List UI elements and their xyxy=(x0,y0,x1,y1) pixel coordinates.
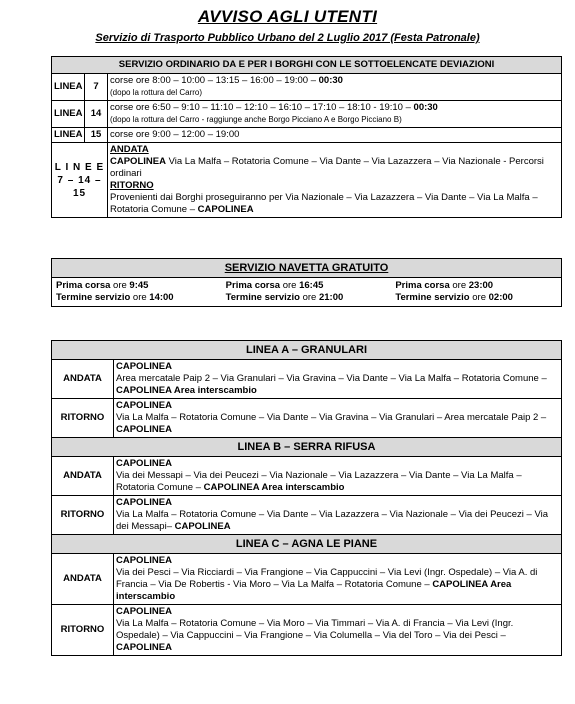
ore-label: ore xyxy=(469,292,489,303)
ore-label: ore xyxy=(280,280,300,291)
corse-note: (dopo la rottura del Carro - raggiunge anche Borgo Picciano A e Borgo Picciano B) xyxy=(110,115,402,124)
route-text: Via dei Messapi – Via dei Peucezi – Via Nazionale – Via Lazazzera – Via Dante – Via La Malfa – Rotatoria Comune – xyxy=(116,470,522,493)
corse-last: 00:30 xyxy=(413,102,438,113)
route-text: Via La Malfa – Rotatoria Comune – Via Dante – Via Gravina – Via Granulari – Area mercatale Paip 2 – xyxy=(116,412,547,423)
ordinario-header: SERVIZIO ORDINARIO DA E PER I BORGHI CON LE SOTTOELENCATE DEVIAZIONI xyxy=(52,57,562,74)
linea-number: 14 xyxy=(85,101,108,128)
andata-label: ANDATA xyxy=(52,360,114,399)
andata-label: ANDATA xyxy=(110,144,149,155)
ritorno-route-text: Provenienti dai Borghi proseguiranno per Via Nazionale – Via Lazazzera – Via Dante – Via La Malfa – Rotatoria Comune – xyxy=(110,192,538,215)
linea-schedule xyxy=(108,128,562,143)
corse-times: corse ore 8:00 – 10:00 – 13:15 – 16:00 – 19:00 – xyxy=(110,75,316,86)
linea-c-header: LINEA C – AGNA LE PIANE xyxy=(52,535,562,554)
capolinea: CAPOLINEA xyxy=(116,458,172,469)
ritorno-label: RITORNO xyxy=(110,180,154,191)
corse-times: corse ore 6:50 – 9:10 – 11:10 – 12:10 – 16:10 – 17:10 – 18:10 - 19:10 – xyxy=(110,102,411,113)
table-row xyxy=(52,554,562,605)
capolinea: CAPOLINEA xyxy=(116,400,172,411)
termine-time: 02:00 xyxy=(488,292,513,303)
andata-capolinea: CAPOLINEA xyxy=(110,156,166,167)
prima-corsa-time: 9:45 xyxy=(129,280,149,291)
termine-label: Termine servizio xyxy=(395,292,470,303)
capolinea-end: CAPOLINEA xyxy=(174,521,231,532)
andata-route-text: Via La Malfa – Rotatoria Comune – Via Dante – Via Lazazzera – Via Nazionale - Percorsi ordinari xyxy=(110,156,544,179)
prima-corsa-label: Prima corsa xyxy=(56,280,111,291)
table-row xyxy=(52,457,562,496)
ore-label: ore xyxy=(130,292,150,303)
andata-label: ANDATA xyxy=(52,457,114,496)
capolinea-end: CAPOLINEA Area interscambio xyxy=(116,385,257,396)
linee-label: L I N E E 7 – 14 – 15 xyxy=(52,143,108,218)
linea-b-header: LINEA B – SERRA RIFUSA xyxy=(52,438,562,457)
navetta-col xyxy=(52,278,222,306)
ore-label: ore xyxy=(449,280,469,291)
linea-number: 7 xyxy=(85,74,108,101)
route-cell xyxy=(114,399,562,438)
corse-times: corse ore 9:00 – 12:00 – 19:00 xyxy=(110,129,240,140)
route-cell xyxy=(114,360,562,399)
ore-label: ore xyxy=(299,292,319,303)
table-row xyxy=(52,399,562,438)
ore-label: ore xyxy=(110,280,130,291)
linea-schedule xyxy=(108,101,562,128)
linea-number: 15 xyxy=(85,128,108,143)
ordinario-table xyxy=(51,56,562,218)
table-row xyxy=(52,128,562,143)
linea-label: LINEA xyxy=(52,74,85,101)
route-text: Via La Malfa – Rotatoria Comune – Via Dante – Via Lazazzera – Via Nazionale – Via dei Peucezi – Via dei Messapi– xyxy=(116,509,548,532)
capolinea-end: CAPOLINEA Area interscambio xyxy=(116,579,512,602)
linea-schedule xyxy=(108,74,562,101)
termine-time: 21:00 xyxy=(318,292,344,303)
navetta-header: SERVIZIO NAVETTA GRATUITO xyxy=(52,259,561,278)
ritorno-label: RITORNO xyxy=(52,496,114,535)
andata-label: ANDATA xyxy=(52,554,114,605)
capolinea-end: CAPOLINEA xyxy=(116,424,172,435)
route-cell xyxy=(114,554,562,605)
route-text: Area mercatale Paip 2 – Via Granulari – Via Gravina – Via Dante – Via La Malfa – Rotatoria Comune – xyxy=(116,373,547,384)
navetta-col xyxy=(391,278,561,306)
route-cell xyxy=(114,457,562,496)
linea-a-header: LINEA A – GRANULARI xyxy=(52,341,562,360)
linee-route xyxy=(108,143,562,218)
corse-last: 00:30 xyxy=(318,75,343,86)
ritorno-label: RITORNO xyxy=(52,399,114,438)
table-row xyxy=(52,101,562,128)
capolinea-end: CAPOLINEA Area interscambio xyxy=(203,482,345,493)
table-row xyxy=(52,360,562,399)
page-subtitle: Servizio di Trasporto Pubblico Urbano del 2 Luglio 2017 (Festa Patronale) xyxy=(95,32,480,44)
prima-corsa-label: Prima corsa xyxy=(225,280,281,291)
prima-corsa-time: 23:00 xyxy=(468,280,494,291)
capolinea: CAPOLINEA xyxy=(116,606,172,617)
navetta-schedule xyxy=(52,278,561,306)
corse-note: (dopo la rottura del Carro) xyxy=(110,88,203,97)
navetta-col xyxy=(222,278,392,306)
capolinea: CAPOLINEA xyxy=(116,497,172,508)
termine-label: Termine servizio xyxy=(225,292,300,303)
route-text: Via La Malfa – Rotatoria Comune – Via Moro – Via Timmari – Via A. di Francia – Via Levi (Ingr. Ospedale) – Via Cappuccini – Via Frangione – Via Columella – Via del Toro – Via dei Pesci – xyxy=(116,618,514,641)
prima-corsa-label: Prima corsa xyxy=(395,280,450,291)
ritorno-label: RITORNO xyxy=(52,605,114,656)
linea-label: LINEA xyxy=(52,128,85,143)
linea-label: LINEA xyxy=(52,101,85,128)
prima-corsa-time: 16:45 xyxy=(299,280,324,291)
table-row xyxy=(52,496,562,535)
termine-time: 14:00 xyxy=(149,292,174,303)
ritorno-capolinea: CAPOLINEA xyxy=(197,204,254,215)
capolinea: CAPOLINEA xyxy=(116,555,172,566)
capolinea: CAPOLINEA xyxy=(116,361,172,372)
termine-label: Termine servizio xyxy=(56,292,131,303)
route-text: Via dei Pesci – Via Ricciardi – Via Frangione – Via Cappuccini – Via Levi (Ingr. Ospedale) – Via A. di Francia – Via De Robertis - Via Moro – Via La Malfa – Rotatoria Comune – xyxy=(116,567,538,590)
route-cell xyxy=(114,496,562,535)
route-cell xyxy=(114,605,562,656)
table-row xyxy=(52,605,562,656)
page-title: AVVISO AGLI UTENTI xyxy=(197,7,378,26)
table-row xyxy=(52,74,562,101)
navetta-box xyxy=(51,258,562,307)
linee-navetta-table xyxy=(51,340,562,656)
table-row xyxy=(52,143,562,218)
capolinea-end: CAPOLINEA xyxy=(116,642,172,653)
